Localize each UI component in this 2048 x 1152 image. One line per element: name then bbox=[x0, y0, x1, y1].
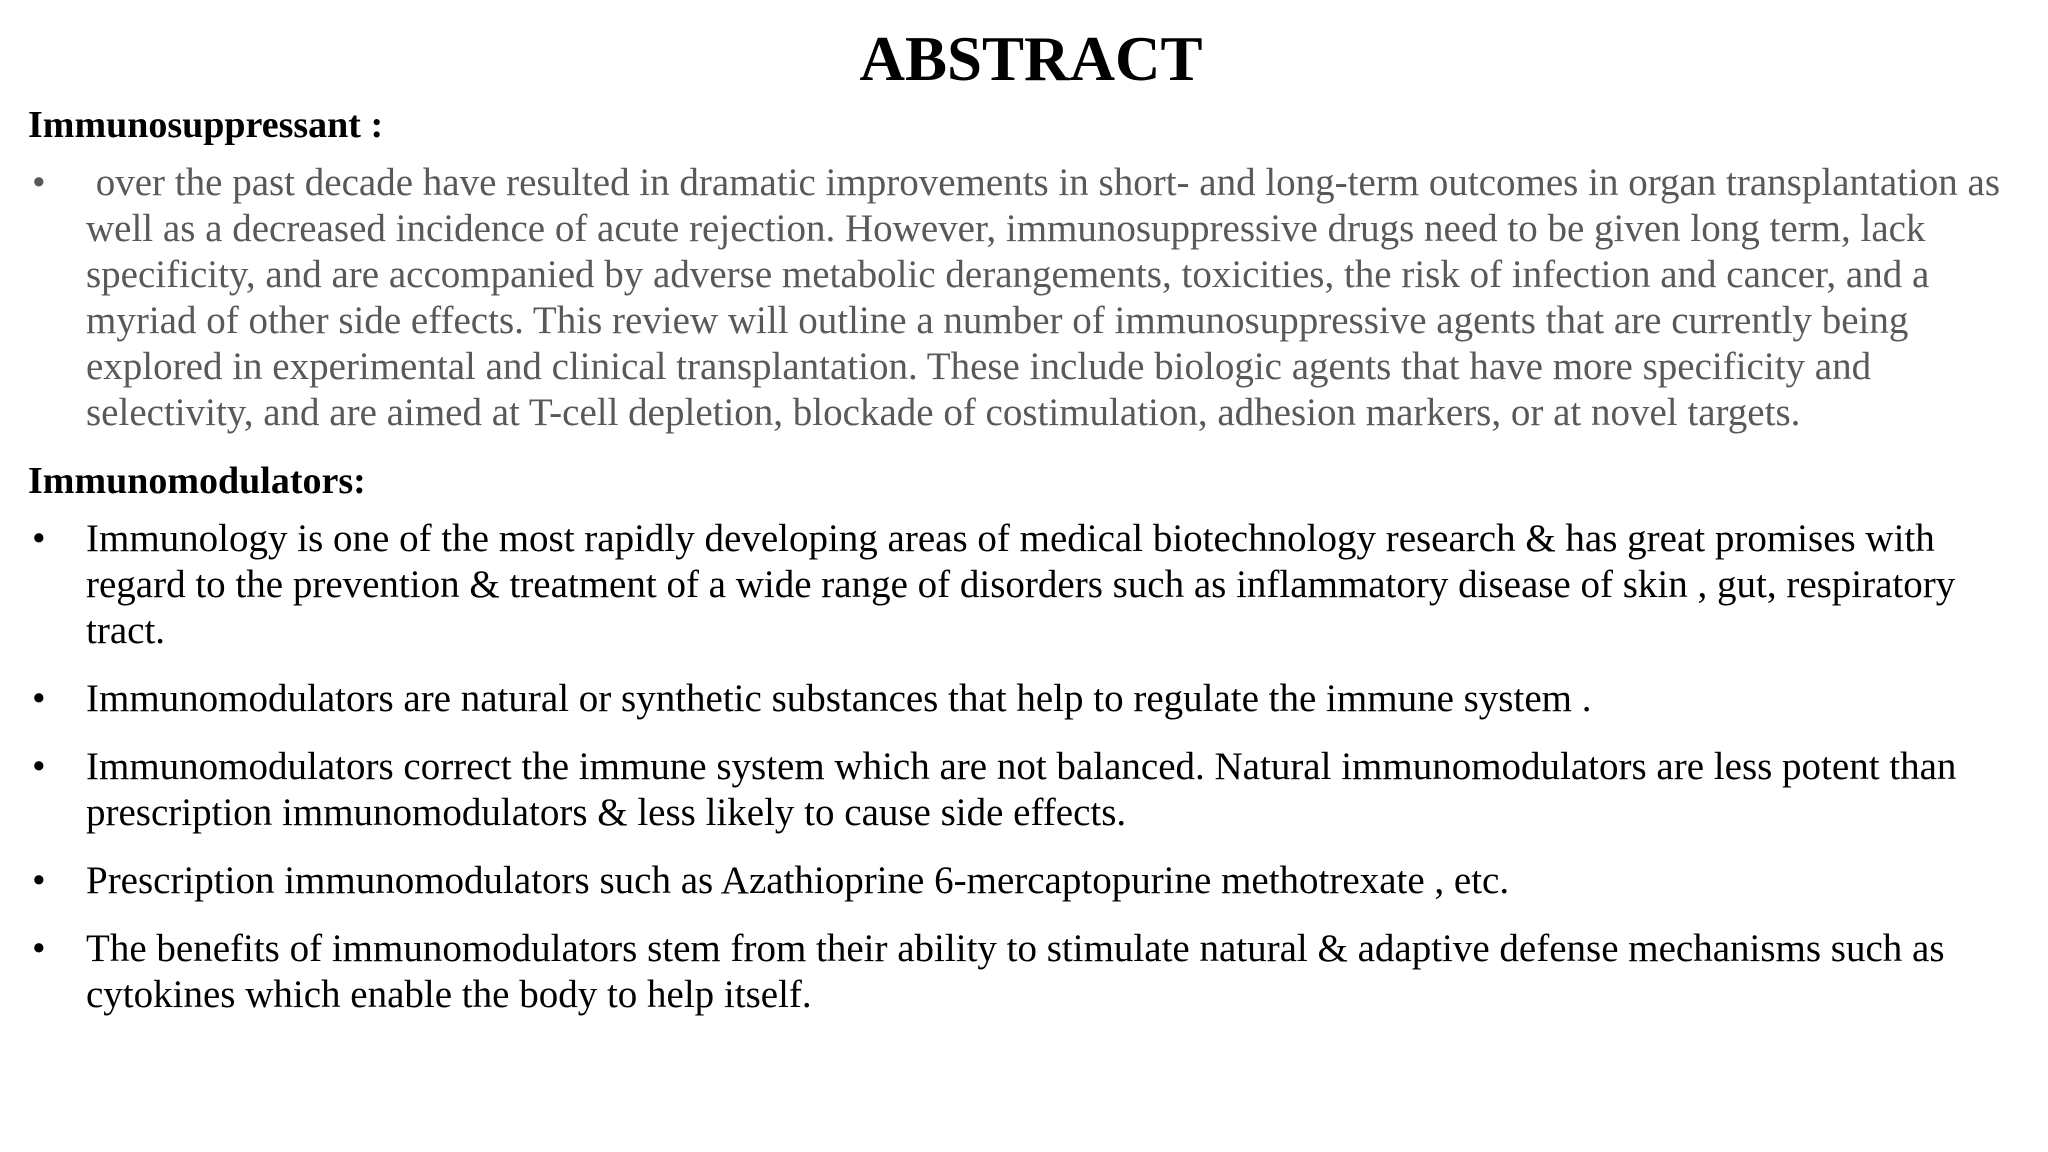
section-heading-immunomodulators: Immunomodulators: bbox=[28, 460, 366, 502]
slide-title: ABSTRACT bbox=[859, 24, 1203, 94]
bullet-text: Immunology is one of the most rapidly developing areas of medical biotechnology research & has great promises with regard to the prevention & treatment of a wide range of disorders such as inflammatory disease of skin , gut, respiratory tract. bbox=[86, 517, 1956, 652]
list-item bbox=[28, 676, 2016, 722]
section-heading-immunosuppressant: Immunosuppressant : bbox=[28, 104, 384, 146]
list-item bbox=[28, 858, 2016, 904]
list-item bbox=[28, 744, 2016, 836]
bullet-text: Prescription immunomodulators such as Azathioprine 6-mercaptopurine methotrexate , etc. bbox=[86, 859, 1510, 902]
bullet-list-immunomodulators bbox=[28, 516, 2016, 1018]
bullet-glyph: • bbox=[32, 745, 46, 788]
bullet-text: Immunomodulators are natural or synthetic substances that help to regulate the immune system . bbox=[86, 677, 1592, 720]
list-item bbox=[28, 160, 2016, 436]
section-immunosuppressant bbox=[28, 102, 2016, 436]
bullet-list-immunosuppressant bbox=[28, 160, 2016, 436]
bullet-glyph: • bbox=[32, 161, 46, 204]
bullet-glyph: • bbox=[32, 677, 46, 720]
section-immunomodulators bbox=[28, 458, 2016, 1018]
bullet-text: over the past decade have resulted in dramatic improvements in short- and long-term outcomes in organ transplantation as well as a decreased incidence of acute rejection. However, immunosuppressive drugs need to be given long term, lack specificity, and are accompanied by adverse metabolic derangements, toxicities, the risk of infection and cancer, and a myriad of other side effects. This review will outline a number of immunosuppressive agents that are currently being explored in experimental and clinical transplantation. These include biologic agents that have more specificity and selectivity, and are aimed at T-cell depletion, blockade of costimulation, adhesion markers, or at novel targets. bbox=[86, 161, 2010, 434]
bullet-glyph: • bbox=[32, 927, 46, 970]
list-item bbox=[28, 516, 2016, 654]
bullet-glyph: • bbox=[32, 517, 46, 560]
list-item bbox=[28, 926, 2016, 1018]
bullet-text: Immunomodulators correct the immune system which are not balanced. Natural immunomodulators are less potent than prescription immunomodulators & less likely to cause side effects. bbox=[86, 745, 1957, 834]
bullet-glyph: • bbox=[32, 859, 46, 902]
bullet-text: The benefits of immunomodulators stem from their ability to stimulate natural & adaptive defense mechanisms such as cytokines which enable the body to help itself. bbox=[86, 927, 1945, 1016]
